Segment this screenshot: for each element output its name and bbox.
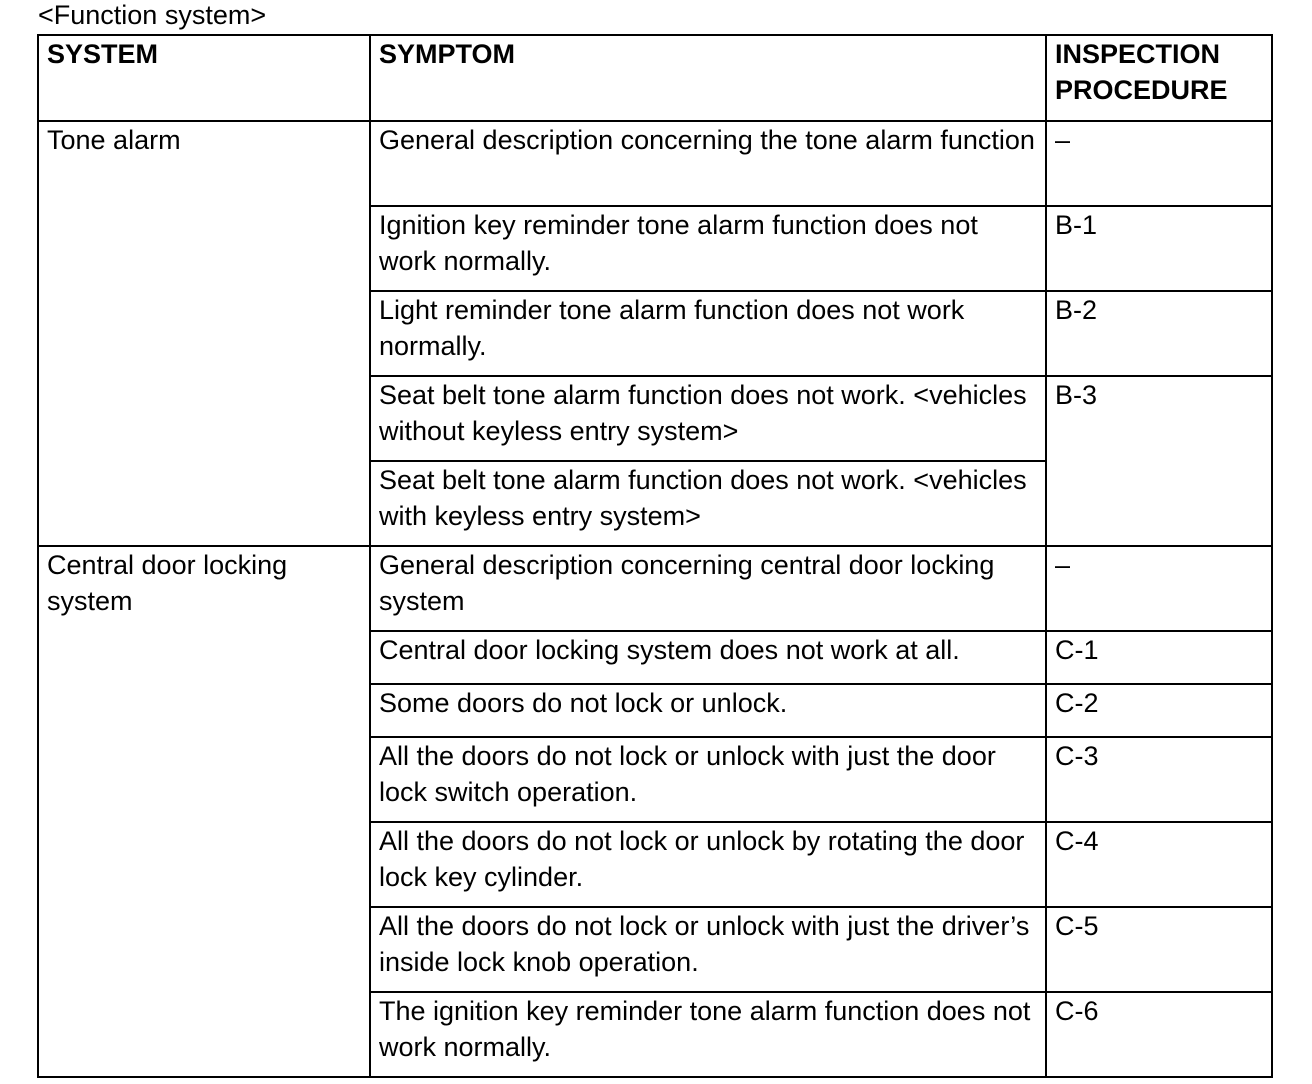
- procedure-cell: C-1: [1046, 631, 1272, 684]
- symptom-cell: Ignition key reminder tone alarm function does not work normally.: [370, 206, 1046, 291]
- procedure-cell: C-6: [1046, 992, 1272, 1077]
- procedure-cell: C-2: [1046, 684, 1272, 737]
- procedure-cell: C-3: [1046, 737, 1272, 822]
- procedure-cell: C-5: [1046, 907, 1272, 992]
- symptom-cell: General description concerning central door locking system: [370, 546, 1046, 631]
- symptom-cell: Some doors do not lock or unlock.: [370, 684, 1046, 737]
- system-cell-tone-alarm: Tone alarm: [38, 121, 370, 546]
- procedure-cell: B-2: [1046, 291, 1272, 376]
- procedure-cell: C-4: [1046, 822, 1272, 907]
- symptom-cell: Central door locking system does not work at all.: [370, 631, 1046, 684]
- symptom-cell: Light reminder tone alarm function does not work normally.: [370, 291, 1046, 376]
- function-system-table: [37, 34, 1273, 1078]
- header-inspection-line2: PROCEDURE: [1055, 75, 1228, 105]
- table-caption: <Function system>: [38, 0, 267, 30]
- procedure-cell: B-3: [1046, 376, 1272, 546]
- header-inspection-procedure: [1046, 35, 1272, 121]
- symptom-cell: Seat belt tone alarm function does not work. <vehicles with keyless entry system>: [370, 461, 1046, 546]
- header-system: SYSTEM: [38, 35, 370, 121]
- symptom-cell: General description concerning the tone alarm function: [370, 121, 1046, 206]
- system-cell-central-door-locking: Central door locking system: [38, 546, 370, 1077]
- symptom-cell: All the doors do not lock or unlock with just the driver’s inside lock knob operation.: [370, 907, 1046, 992]
- procedure-cell: B-1: [1046, 206, 1272, 291]
- symptom-cell: All the doors do not lock or unlock by rotating the door lock key cylinder.: [370, 822, 1046, 907]
- table-row: [38, 546, 1272, 631]
- symptom-cell: All the doors do not lock or unlock with just the door lock switch operation.: [370, 737, 1046, 822]
- symptom-cell: The ignition key reminder tone alarm function does not work normally.: [370, 992, 1046, 1077]
- table-row: [38, 121, 1272, 206]
- symptom-cell: Seat belt tone alarm function does not work. <vehicles without keyless entry system>: [370, 376, 1046, 461]
- procedure-cell: –: [1046, 546, 1272, 631]
- procedure-cell: –: [1046, 121, 1272, 206]
- table-header-row: [38, 35, 1272, 121]
- header-symptom: SYMPTOM: [370, 35, 1046, 121]
- header-inspection-line1: INSPECTION: [1055, 39, 1221, 69]
